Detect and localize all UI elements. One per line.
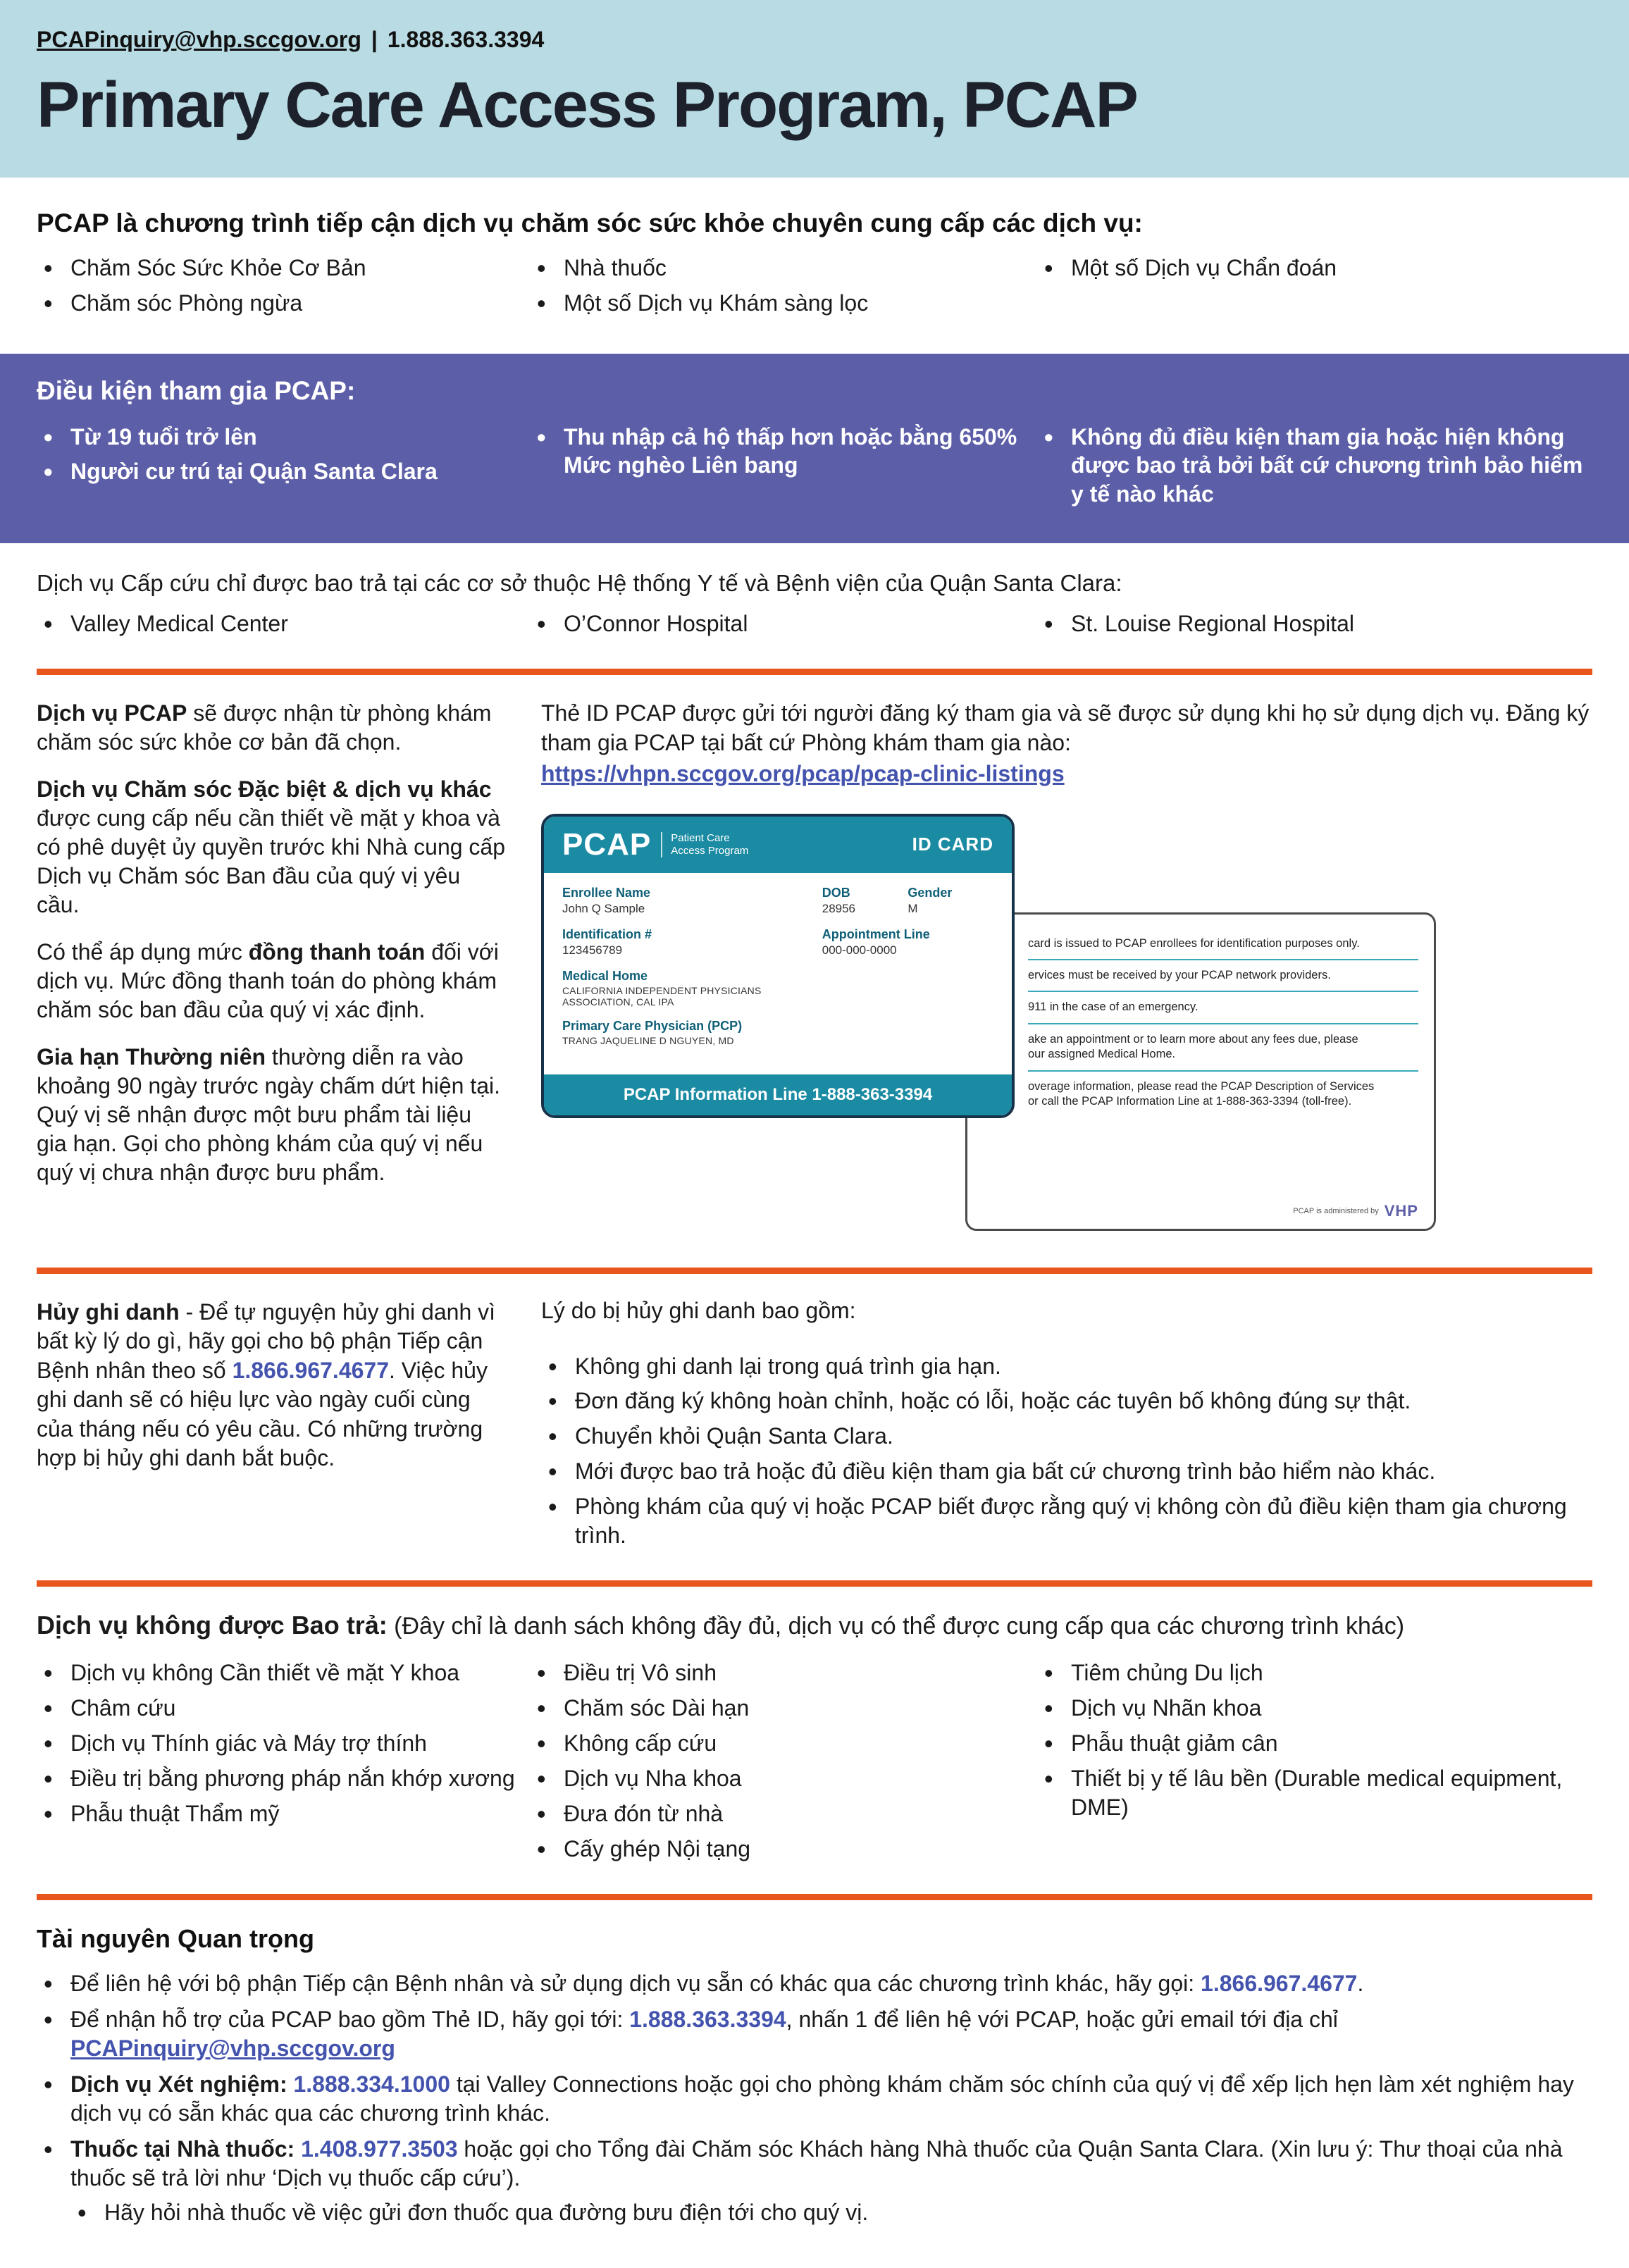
header-phone: 1.888.363.3394	[387, 27, 545, 52]
pcap-logo	[562, 827, 748, 862]
resources-heading: Tài nguyên Quan trọng	[37, 1923, 314, 1953]
disenrollment-right	[541, 1298, 1592, 1557]
reasons-list	[541, 1352, 1592, 1551]
list-item: • Nhà thuốc	[530, 254, 1037, 283]
service-item: • Châm cứu	[37, 1694, 530, 1723]
eligibility-col1	[37, 423, 530, 516]
administered-by-text: PCAP is administered by	[1293, 1206, 1379, 1215]
noncovered-columns	[37, 1659, 1592, 1870]
id-card-label: ID CARD	[912, 834, 993, 855]
reason-item: • Chuyển khỏi Quận Santa Clara.	[541, 1422, 1592, 1451]
card-back-line: 911 in the case of an emergency.	[1028, 992, 1418, 1024]
card-back-text: our assigned Medical Home.	[1028, 1048, 1176, 1061]
resource-item	[37, 2005, 1592, 2063]
resources-section	[0, 1924, 1629, 2268]
id-card-graphic	[541, 814, 1592, 1244]
reason-item: • Không ghi danh lại trong quá trình gia hạn.	[541, 1352, 1592, 1381]
noncovered-col1	[37, 1659, 530, 1870]
intro-columns	[37, 254, 1592, 324]
card-back-admin-line	[1028, 1202, 1418, 1220]
card-back-text: or call the PCAP Information Line at 1-888-363-3394 (toll-free).	[1028, 1095, 1352, 1108]
resource-subitem: • Hãy hỏi nhà thuốc về việc gửi đơn thuốc qua đường bưu điện tới cho quý vị.	[70, 2198, 1592, 2227]
services-paragraph	[37, 938, 506, 1024]
card-back-text: overage information, please read the PCAP Description of Services	[1028, 1079, 1375, 1093]
hospital-item: • O’Connor Hospital	[530, 609, 1037, 638]
disenrollment-section	[0, 1298, 1629, 1557]
paragraph-text: đối với dịch vụ. Mức đồng thanh toán do phòng khám chăm sóc ban đầu của quý vị xác định.	[37, 938, 499, 1022]
resource-label: Thuốc tại Nhà thuốc:	[70, 2136, 302, 2162]
heading-lead: Dịch vụ không được Bao trả:	[37, 1611, 388, 1640]
eligibility-banner	[0, 354, 1629, 544]
service-item: • Điều trị bằng phương pháp nắn khớp xương	[37, 1764, 530, 1793]
reasons-heading: Lý do bị hủy ghi danh bao gồm:	[541, 1297, 856, 1323]
resources-sublist	[70, 2198, 1592, 2227]
header	[0, 0, 1629, 178]
resource-text: .	[1357, 1970, 1364, 1996]
paragraph-text: thường diễn ra vào khoảng 90 ngày trước ngày chấm dứt hiện tại. Quý vị sẽ nhận được một bưu phẩm tài liệu gia hạn. Gọi cho phòng khám của quý vị nếu quý vị chưa nhận được bưu phẩm.	[37, 1043, 500, 1185]
card-field-label: Medical Home	[562, 968, 648, 983]
reason-item: • Mới được bao trả hoặc đủ điều kiện tham gia bất cứ chương trình bảo hiểm nào khác.	[541, 1457, 1592, 1486]
resource-text: Để liên hệ với bộ phận Tiếp cận Bệnh nhân và sử dụng dịch vụ sẵn có khác qua các chương trình khác, hãy gọi:	[70, 1970, 1201, 1996]
card-field-label: Enrollee Name	[562, 885, 651, 900]
resource-text: Để nhận hỗ trợ của PCAP bao gồm Thẻ ID, hãy gọi tới:	[70, 2006, 630, 2032]
disenrollment-paragraph	[37, 1298, 506, 1474]
contact-line	[37, 27, 1592, 53]
resource-item	[37, 1969, 1592, 1998]
resources-list	[37, 1969, 1592, 2227]
resource-text: hoặc gọi cho Tổng đài Chăm sóc Khách hàng Nhà thuốc của Quận Santa Clara. (Xin lưu ý: Thư thoại của nhà thuốc sẽ trả lời như ‘Dịch vụ thuốc cấp cứu’).	[70, 2136, 1563, 2190]
card-field-value: 000-000-0000	[822, 943, 897, 957]
hospital-col2	[530, 609, 1037, 645]
card-field-value: CALIFORNIA INDEPENDENT PHYSICIANS ASSOCIATION, CAL IPA	[562, 984, 762, 1008]
card-field	[562, 927, 811, 958]
noncovered-section	[0, 1611, 1629, 1870]
eligibility-columns	[37, 423, 1592, 516]
noncovered-heading	[37, 1611, 1592, 1640]
emergency-heading: Dịch vụ Cấp cứu chỉ được bao trả tại các cơ sở thuộc Hệ thống Y tế và Bệnh viện của Quận Santa Clara:	[37, 570, 1122, 597]
services-paragraph	[37, 775, 506, 919]
hospital-col1	[37, 609, 530, 645]
resource-text: tại Valley Connections hoặc gọi cho phòng khám chăm sóc chính của quý vị để xếp lịch hẹn làm xét nghiệm hay dịch vụ có sẵn khác qua các chương trình khác.	[70, 2071, 1574, 2126]
logo-subline: Patient Care	[671, 831, 730, 844]
list-item: • Chăm Sóc Sức Khỏe Cơ Bản	[37, 254, 530, 283]
hospital-col3	[1037, 609, 1592, 645]
card-field	[822, 927, 993, 958]
intro-section	[0, 209, 1629, 324]
divider-rule	[37, 1580, 1592, 1587]
card-field	[562, 886, 811, 916]
card-field-label: Primary Care Physician (PCP)	[562, 1018, 743, 1033]
paragraph-lead: Hủy ghi danh	[37, 1299, 180, 1325]
card-back-line	[1028, 1024, 1418, 1072]
list-item: • Chăm sóc Phòng ngừa	[37, 289, 530, 318]
pcap-logo-subtext	[661, 832, 748, 857]
intro-col1	[37, 254, 530, 324]
header-email-link[interactable]: PCAPinquiry@vhp.sccgov.org	[37, 27, 361, 52]
service-item: • Đưa đón từ nhà	[530, 1799, 1037, 1828]
noncovered-col2	[530, 1659, 1037, 1870]
patient-access-phone: 1.866.967.4677	[232, 1357, 389, 1383]
service-item: • Dịch vụ không Cần thiết về mặt Y khoa	[37, 1659, 530, 1687]
intro-col2	[530, 254, 1037, 324]
noncovered-col3	[1037, 1659, 1592, 1870]
divider-rule	[37, 1894, 1592, 1900]
service-item: • Thiết bị y tế lâu bền (Durable medical equipment, DME)	[1037, 1764, 1592, 1822]
services-right-column	[541, 699, 1592, 1243]
service-item: • Điều trị Vô sinh	[530, 1659, 1037, 1687]
card-back-line: ervices must be received by your PCAP network providers.	[1028, 960, 1418, 992]
patient-access-phone: 1.866.967.4677	[1201, 1970, 1358, 1996]
eligibility-col3	[1037, 423, 1592, 516]
card-field-value: 123456789	[562, 943, 623, 957]
intro-col3	[1037, 254, 1592, 324]
services-left-column	[37, 699, 506, 1243]
divider-rule	[37, 669, 1592, 675]
clinic-listings-link[interactable]: https://vhpn.sccgov.org/pcap/pcap-clinic-listings	[541, 760, 1065, 786]
card-field-value: M	[908, 901, 918, 915]
disenrollment-left	[37, 1298, 506, 1557]
services-paragraph	[37, 1043, 506, 1187]
page-title: Primary Care Access Program, PCAP	[37, 69, 1137, 141]
dob-gender-row	[822, 886, 993, 927]
pcap-id-card-back	[965, 912, 1436, 1231]
service-item: • Cấy ghép Nội tạng	[530, 1835, 1037, 1864]
pharmacy-phone: 1.408.977.3503	[301, 2136, 458, 2162]
paragraph-lead: đồng thanh toán	[248, 938, 426, 965]
list-item: • Thu nhập cả hộ thấp hơn hoặc bằng 650% Mức nghèo Liên bang	[530, 423, 1037, 481]
card-front-body	[544, 873, 1012, 1074]
hospital-item: • St. Louise Regional Hospital	[1037, 609, 1592, 638]
eligibility-heading: Điều kiện tham gia PCAP:	[37, 376, 356, 405]
list-item: • Từ 19 tuổi trở lên	[37, 423, 530, 452]
intro-heading: PCAP là chương trình tiếp cận dịch vụ chăm sóc sức khỏe chuyên cung cấp các dịch vụ:	[37, 208, 1143, 237]
heading-text: (Đây chỉ là danh sách không đầy đủ, dịch vụ có thể được cung cấp qua các chương trình khác)	[387, 1613, 1405, 1640]
hospital-columns	[37, 609, 1592, 645]
card-back-line	[1028, 1072, 1418, 1117]
paragraph-lead: Gia hạn Thường niên	[37, 1043, 266, 1070]
id-card-intro: Thẻ ID PCAP được gửi tới người đăng ký tham gia và sẽ được sử dụng khi họ sử dụng dịch vụ. Đăng ký tham gia PCAP tại bất cứ Phòng khám tham gia nào:	[541, 700, 1590, 755]
pcap-id-card-front	[541, 814, 1015, 1118]
card-info-line: PCAP Information Line 1-888-363-3394	[544, 1074, 1012, 1115]
paragraph-lead: Dịch vụ Chăm sóc Đặc biệt & dịch vụ khác	[37, 776, 492, 803]
service-item: • Tiêm chủng Du lịch	[1037, 1659, 1592, 1687]
service-item: • Chăm sóc Dài hạn	[530, 1694, 1037, 1723]
reason-item: • Phòng khám của quý vị hoặc PCAP biết được rằng quý vị không còn đủ điều kiện tham gia chương trình.	[541, 1492, 1592, 1550]
card-field-label: Appointment Line	[822, 927, 930, 941]
service-item: • Phẫu thuật Thẩm mỹ	[37, 1799, 530, 1828]
paragraph-text: sẽ được nhận từ phòng khám chăm sóc sức khỏe cơ bản đã chọn.	[37, 700, 492, 755]
services-section	[0, 699, 1629, 1243]
paragraph-text: Có thể áp dụng mức	[37, 938, 249, 965]
list-item: • Một số Dịch vụ Chẩn đoán	[1037, 254, 1592, 283]
resource-label: Dịch vụ Xét nghiệm:	[70, 2071, 294, 2097]
hospital-item: • Valley Medical Center	[37, 609, 530, 638]
card-field	[822, 886, 908, 916]
card-field	[562, 1019, 811, 1046]
list-item: • Không đủ điều kiện tham gia hoặc hiện không được bao trả bởi bất cứ chương trình bảo hiểm y tế nào khác	[1037, 423, 1592, 509]
card-left-fields	[562, 886, 811, 1070]
resource-item	[37, 2070, 1592, 2128]
paragraph-lead: Dịch vụ PCAP	[37, 700, 187, 726]
eligibility-col2	[530, 423, 1037, 516]
service-item: • Không cấp cứu	[530, 1729, 1037, 1758]
lab-services-phone: 1.888.334.1000	[293, 2071, 450, 2097]
card-field-value: TRANG JAQUELINE D NGUYEN, MD	[562, 1034, 734, 1046]
divider-rule	[37, 1268, 1592, 1274]
card-field-value: 28956	[822, 901, 856, 915]
card-field	[562, 969, 811, 1008]
card-field	[908, 886, 993, 916]
card-back-text: ake an appointment or to learn more about any fees due, please	[1028, 1032, 1358, 1046]
service-item: • Dịch vụ Nhãn khoa	[1037, 1694, 1592, 1723]
card-right-fields	[822, 886, 993, 1070]
service-item: • Dịch vụ Nha khoa	[530, 1764, 1037, 1793]
service-item: • Dịch vụ Thính giác và Máy trợ thính	[37, 1729, 530, 1758]
resource-text: , nhấn 1 để liên hệ với PCAP, hoặc gửi email tới địa chỉ	[786, 2006, 1338, 2032]
card-field-label: DOB	[822, 885, 850, 900]
card-front-header	[544, 817, 1012, 873]
emergency-section	[0, 570, 1629, 645]
service-item: • Phẫu thuật giảm cân	[1037, 1729, 1592, 1758]
pcap-phone: 1.888.363.3394	[629, 2006, 786, 2032]
card-back-line: card is issued to PCAP enrollees for identification purposes only.	[1028, 929, 1418, 960]
logo-subline: Access Program	[671, 844, 749, 857]
reason-item: • Đơn đăng ký không hoàn chỉnh, hoặc có lỗi, hoặc các tuyên bố không đúng sự thật.	[541, 1387, 1592, 1415]
card-field-label: Gender	[908, 885, 953, 900]
vhp-logo: VHP	[1384, 1201, 1418, 1220]
separator: |	[371, 27, 378, 52]
card-field-value: John Q Sample	[562, 901, 645, 915]
paragraph-text: . Việc hủy ghi danh sẽ có hiệu lực vào ngày cuối cùng của tháng nếu có yêu cầu. Có những trường hợp bị hủy ghi danh bắt buộc.	[37, 1357, 488, 1471]
services-paragraph	[37, 699, 506, 757]
pcap-email-link[interactable]: PCAPinquiry@vhp.sccgov.org	[70, 2035, 395, 2061]
pcap-wordmark: PCAP	[562, 826, 652, 862]
list-item: • Một số Dịch vụ Khám sàng lọc	[530, 289, 1037, 318]
list-item: • Người cư trú tại Quận Santa Clara	[37, 457, 530, 486]
paragraph-text: - Để tự nguyện hủy ghi danh vì bất kỳ lý do gì, hãy gọi cho bộ phận Tiếp cận Bệnh nhân theo số	[37, 1299, 496, 1383]
resource-item	[37, 2135, 1592, 2227]
card-field-label: Identification #	[562, 927, 652, 941]
paragraph-text: được cung cấp nếu cần thiết về mặt y khoa và có phê duyệt ủy quyền trước khi Nhà cung cấp Dịch vụ Chăm sóc Ban đầu của quý vị yêu cầu.	[37, 805, 506, 918]
